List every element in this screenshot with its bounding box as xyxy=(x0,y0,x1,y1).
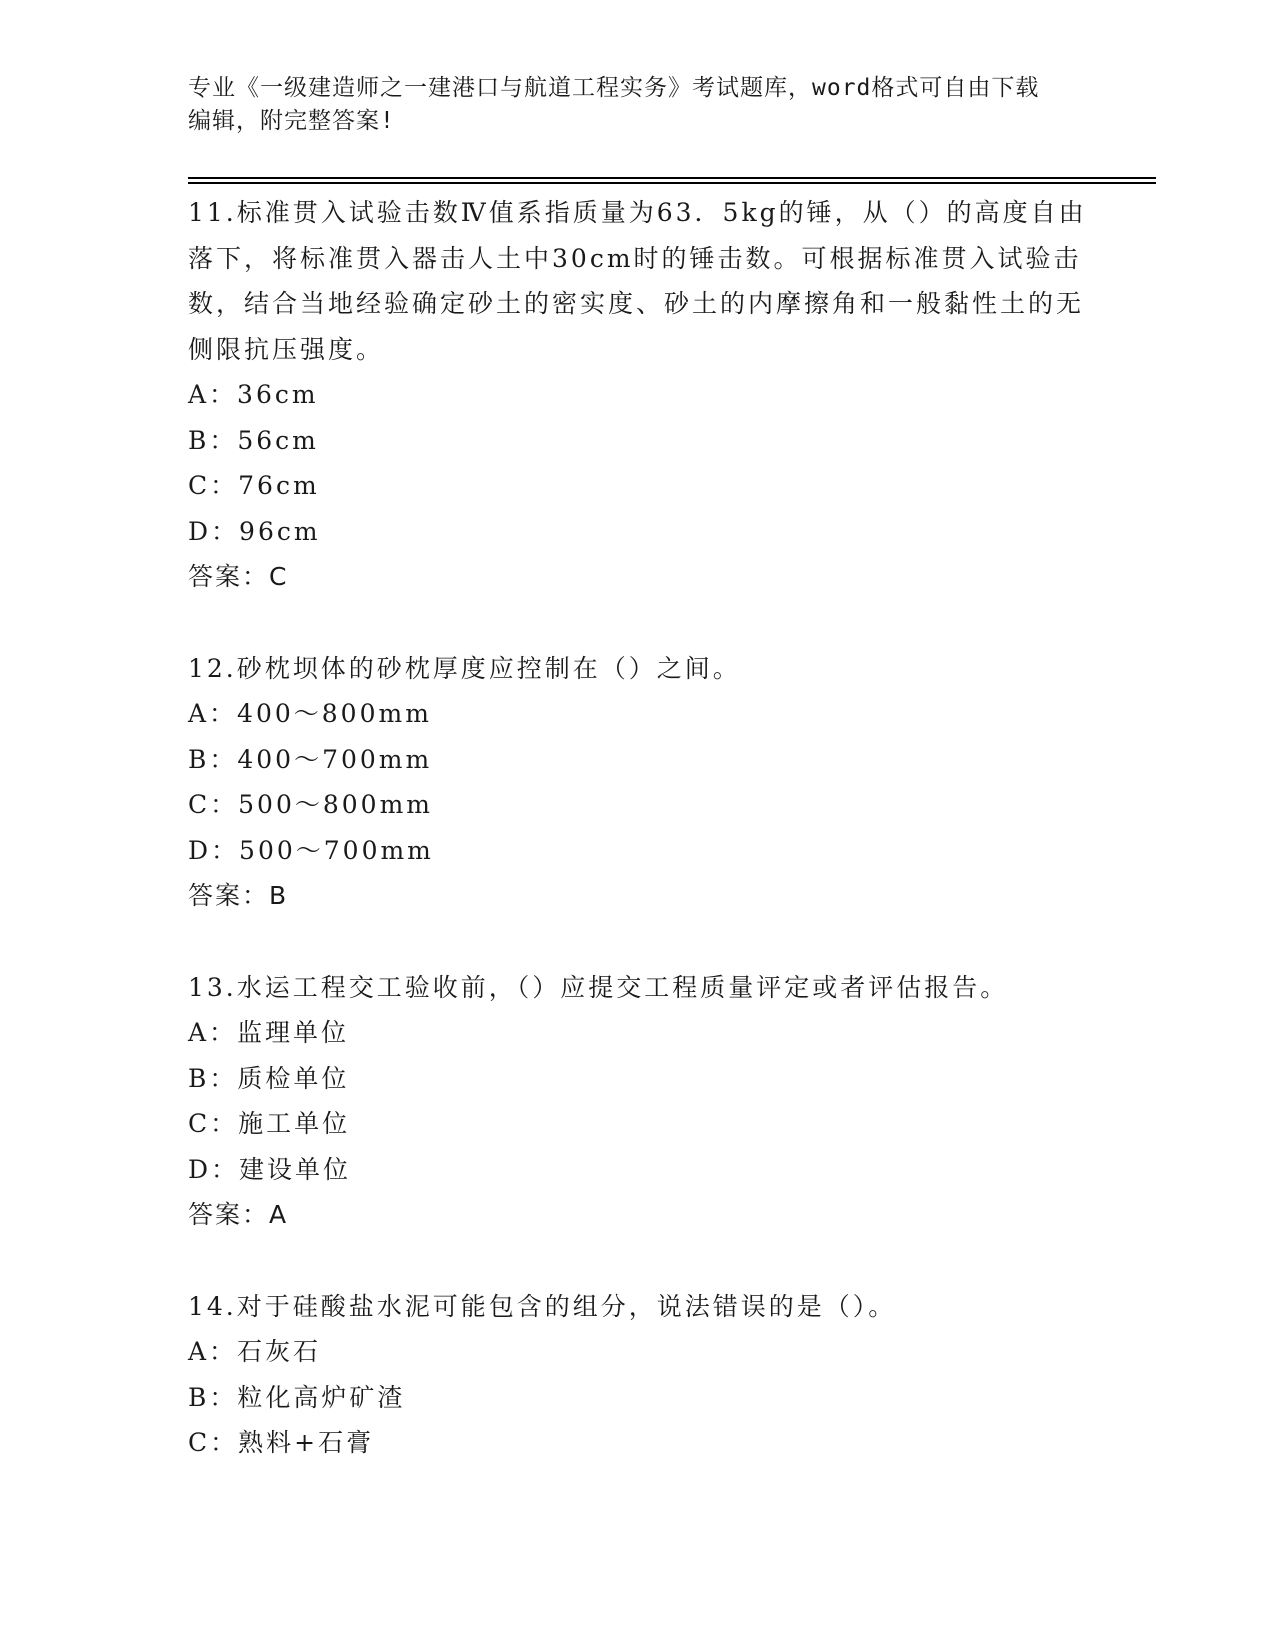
answer-line: 答案：A xyxy=(188,1200,289,1229)
header-divider-top xyxy=(188,177,1156,179)
question-stem: 13.水运工程交工验收前，（）应提交工程质量评定或者评估报告。 xyxy=(188,972,1009,1002)
option-c: C：施工单位 xyxy=(188,1109,351,1138)
option-d: D：500～700mm xyxy=(188,835,434,865)
question-14 xyxy=(188,1284,1088,1466)
document-header xyxy=(188,72,1088,138)
option-a: A：400～800mm xyxy=(188,699,432,728)
header-line-2: 编辑，附完整答案! xyxy=(188,108,395,134)
answer-line: 答案：C xyxy=(188,562,289,591)
question-stem: 11.标准贯入试验击数Ⅳ值系指质量为63．5kg的锤，从（）的高度自由落下，将标准贯入器击人土中30cm时的锤击数。可根据标准贯入试验击数，结合当地经验确定砂土的密实度、砂土的内摩擦角和一般黏性土的无侧限抗压强度。 xyxy=(188,198,1087,364)
option-d: D：建设单位 xyxy=(188,1154,352,1184)
question-list xyxy=(188,190,1088,1512)
option-b: B：质检单位 xyxy=(188,1063,350,1093)
option-b: B：56cm xyxy=(188,425,319,455)
question-12 xyxy=(188,646,1088,919)
header-divider-bottom xyxy=(188,182,1156,184)
question-stem: 12.砂枕坝体的砂枕厚度应控制在（）之间。 xyxy=(188,653,741,683)
option-d: D：96cm xyxy=(188,516,321,546)
question-11 xyxy=(188,190,1088,600)
option-c: C：500～800mm xyxy=(188,790,433,819)
option-a: A：监理单位 xyxy=(188,1018,350,1047)
option-a: A：石灰石 xyxy=(188,1337,322,1366)
option-b: B：400～700mm xyxy=(188,744,433,774)
header-line-1: 专业《一级建造师之一建港口与航道工程实务》考试题库，word格式可自由下载 xyxy=(188,75,1040,101)
option-c: C：76cm xyxy=(188,471,320,500)
question-13 xyxy=(188,965,1088,1238)
option-b: B：粒化高炉矿渣 xyxy=(188,1382,406,1412)
option-c: C：熟料+石膏 xyxy=(188,1428,375,1457)
answer-line: 答案：B xyxy=(188,881,289,910)
option-a: A：36cm xyxy=(188,380,319,409)
question-stem: 14.对于硅酸盐水泥可能包含的组分，说法错误的是（）。 xyxy=(188,1291,897,1321)
